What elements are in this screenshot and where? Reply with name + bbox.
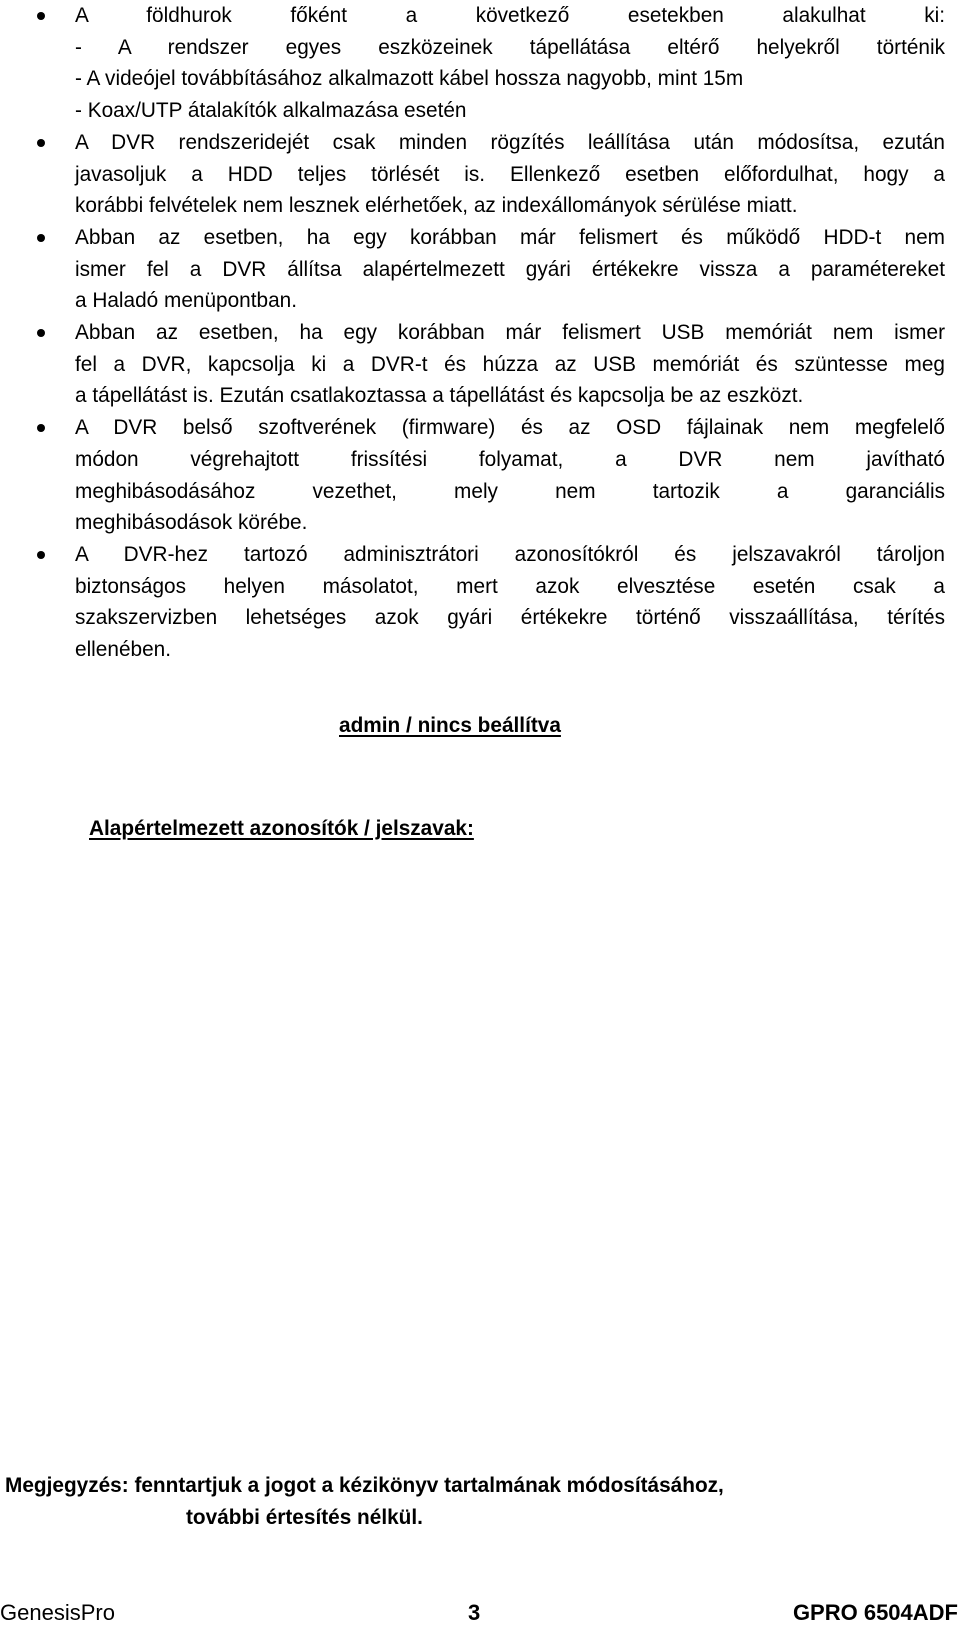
text-line: ellenében. [75, 638, 171, 662]
text-line: - A videójel továbbításához alkalmazott kábel hossza nagyobb, mint 15m [75, 67, 744, 91]
bullet-dot-icon [37, 329, 45, 337]
bullet-dot-icon [37, 424, 45, 432]
text-line: ismer fel a DVR állítsa alapértelmezett gyári értékekre vissza a paramétereket [75, 257, 945, 281]
text-line: A DVR rendszeridejét csak minden rögzítés leállítása után módosítsa, ezután [75, 130, 945, 154]
footer-brand: GenesisPro [0, 1600, 115, 1625]
text-line: szakszervizben lehetséges azok gyári értékekre történő visszaállítása, térítés [75, 606, 945, 630]
footer-model: GPRO 6504ADF [792, 1600, 958, 1625]
default-credentials: admin / nincs beállítva [339, 714, 561, 737]
disclaimer-note [5, 1470, 724, 1534]
bullet-dot-icon [37, 234, 45, 242]
text-line: módon végrehajtott frissítési folyamat, a DVR nem javítható [75, 447, 945, 471]
bullet-dot-icon [37, 139, 45, 147]
text-line: A DVR belső szoftverének (firmware) és az OSD fájlainak nem megfelelő [75, 416, 945, 440]
bullet-item [0, 539, 945, 666]
bullet-item [0, 127, 945, 222]
text-line: Abban az esetben, ha egy korábban már felismert és működő HDD-t nem [75, 225, 945, 249]
bullet-dot-icon [37, 12, 45, 20]
text-line: - A rendszer egyes eszközeinek tápellátása eltérő helyekről történik [75, 35, 945, 59]
bullet-dot-icon [37, 551, 45, 559]
text-line: korábbi felvételek nem lesznek elérhetőek, az indexállományok sérülése miatt. [75, 194, 798, 218]
text-line: javasoljuk a HDD teljes törlését is. Ellenkező esetben előfordulhat, hogy a [75, 162, 945, 186]
text-line: meghibásodások körébe. [75, 511, 308, 535]
page-footer [0, 1598, 958, 1630]
bullet-item [0, 222, 945, 317]
note-line: további értesítés nélkül. [186, 1506, 423, 1529]
text-line: A DVR-hez tartozó adminisztrátori azonosítókról és jelszavakról tároljon [75, 542, 945, 566]
bullet-item [0, 412, 945, 539]
text-line: A földhurok főként a következő esetekben alakulhat ki: [75, 4, 945, 27]
page-number: 3 [468, 1600, 481, 1625]
text-line: meghibásodásához vezethet, mely nem tartozik a garanciális [75, 479, 945, 503]
note-line: Megjegyzés: fenntartjuk a jogot a kézikönyv tartalmának módosításához, [5, 1474, 724, 1497]
text-line: - Koax/UTP átalakítók alkalmazása esetén [75, 99, 467, 123]
bullet-list [0, 0, 960, 666]
text-line: a Haladó menüpontban. [75, 289, 298, 313]
bullet-item [0, 0, 945, 127]
text-line: biztonságos helyen másolatot, mert azok elvesztése esetén csak a [75, 574, 945, 598]
text-line: Abban az esetben, ha egy korábban már felismert USB memóriát nem ismer [75, 321, 945, 345]
text-line: a tápellátást is. Ezután csatlakoztassa a tápellátást és kapcsolja be az eszközt. [75, 384, 804, 408]
bullet-item [0, 317, 945, 412]
text-line: fel a DVR, kapcsolja ki a DVR-t és húzza az USB memóriát és szüntesse meg [75, 352, 945, 376]
defaults-heading: Alapértelmezett azonosítók / jelszavak: [89, 817, 474, 840]
